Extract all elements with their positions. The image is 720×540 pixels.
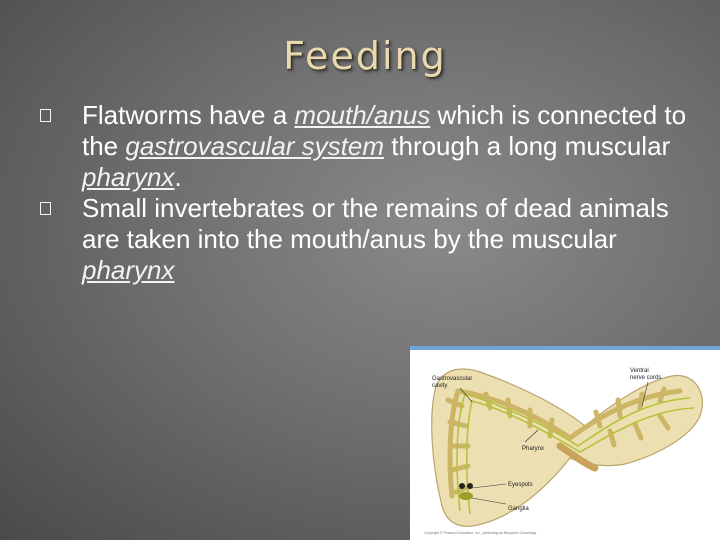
checkbox-bullet-icon — [40, 109, 51, 122]
term-gastrovascular-system: gastrovascular system — [125, 131, 385, 161]
flatworm-diagram — [410, 346, 720, 540]
flatworm-anatomy-figure — [410, 346, 720, 540]
bullet-item — [40, 193, 690, 286]
label-pharynx: Pharynx — [522, 446, 545, 452]
slide-title: Feeding — [283, 34, 447, 78]
term-mouth-anus: mouth/anus — [294, 100, 431, 130]
bullet-text: Flatworms have a — [82, 100, 295, 130]
eyespot — [459, 483, 465, 489]
checkbox-bullet-icon — [40, 202, 51, 215]
label-eyespots: Eyespots — [508, 482, 533, 488]
bullet-text: . — [174, 162, 182, 192]
term-pharynx: pharynx — [82, 162, 175, 192]
label-ganglia: Ganglia — [508, 506, 529, 512]
label-nerve-cords: nerve cords — [630, 375, 662, 381]
figure-frame — [410, 346, 720, 350]
label-cavity: cavity — [432, 383, 448, 389]
ganglia — [459, 492, 473, 500]
label-gastrovascular: Gastrovascular — [432, 376, 473, 382]
figure-copyright: Copyright © Pearson Education, Inc., publishing as Benjamin Cummings. — [424, 531, 538, 535]
bullet-item — [40, 100, 690, 193]
bullet-list — [40, 100, 690, 286]
term-pharynx: pharynx — [82, 255, 175, 285]
label-ventral: Ventral — [630, 368, 649, 374]
bullet-text: which is connected to the — [82, 100, 687, 161]
bullet-text: Small invertebrates or the remains of dead animals are taken into the mouth/anus by the muscular — [82, 193, 669, 254]
bullet-text: through a long muscular — [384, 131, 671, 161]
